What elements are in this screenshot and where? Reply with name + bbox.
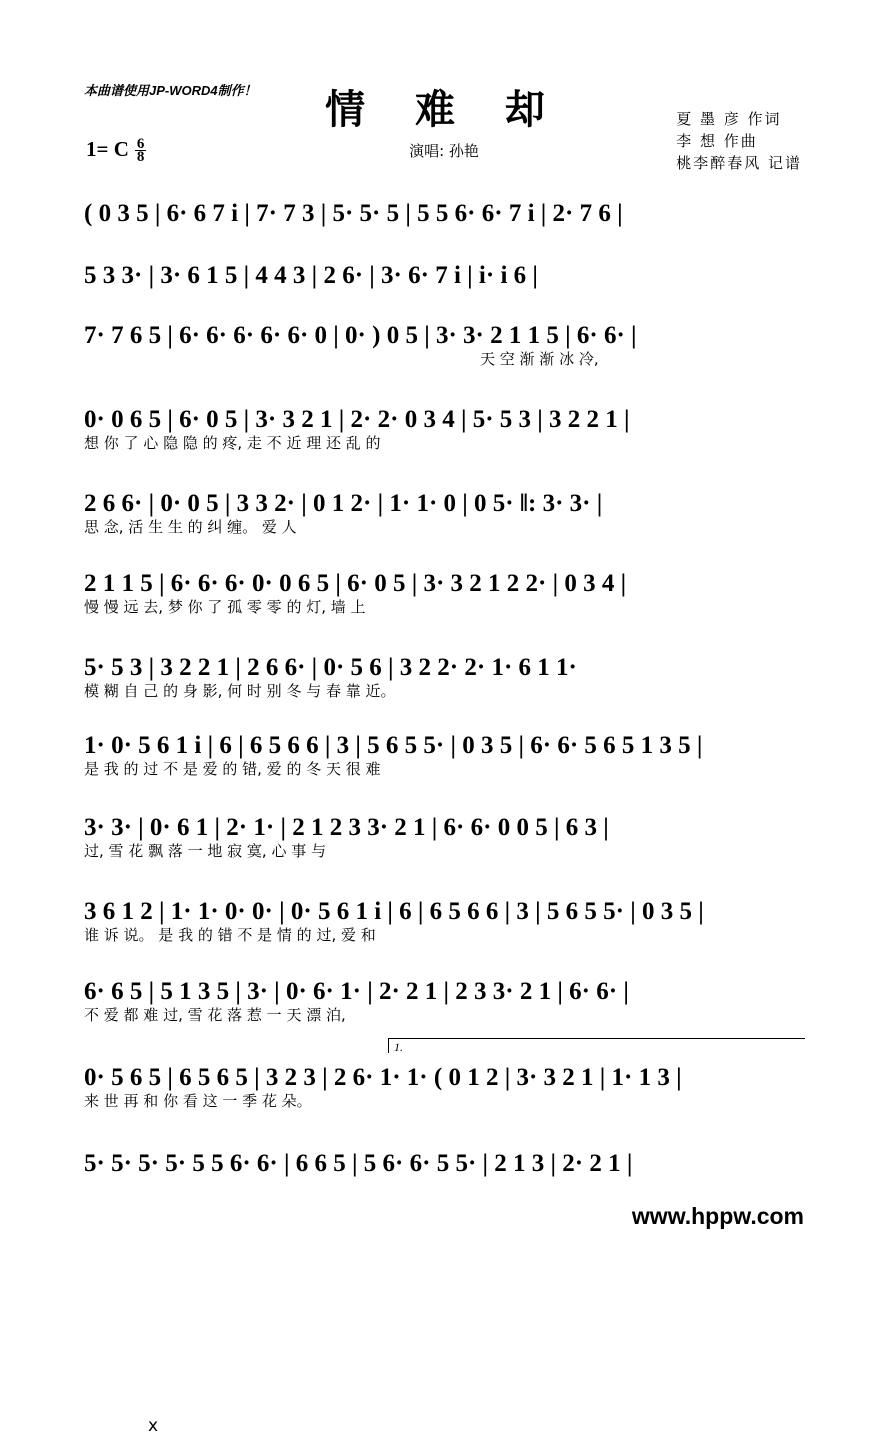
lyric-line: 思 念, 活 生 生 的 纠 缠。 爱 人 [84, 518, 297, 536]
credit-composer: 李 想 作曲 [676, 132, 758, 150]
notation-line: 3· 3· | 0· 6 1 | 2· 1· | 2 1 2 3 3· 2 1 | 6· 6· 0 0 5 | 6 3 | [84, 814, 609, 841]
key-label: 1= C [86, 137, 129, 161]
music-system-row [0, 552, 888, 648]
page-title: 情 难 却 [325, 87, 563, 133]
notation-line: 5· 5· 5· 5· 5 5 6· 6· | 6 6 5 | 5 6· 6· 5 5· | 2 1 3 | 2· 2 1 | [84, 1150, 633, 1177]
notation-line: 1· 0· 5 6 1 i | 6 | 6 5 6 6 | 3 | 5 6 5 5· | 0 3 5 | 6· 6· 5 6 5 1 3 5 | [84, 732, 703, 759]
lyric-line: 是 我 的 过 不 是 爱 的 错, 爱 的 冬 天 很 难 [84, 760, 381, 778]
notation-line: 7· 7 6 5 | 6· 6· 6· 6· 6· 0 | 0· ) 0 5 | 3· 3· 2 1 1 5 | 6· 6· | [84, 322, 637, 349]
notation-line: 2 6 6· | 0· 0 5 | 3 3 2· | 0 1 2· | 1· 1· 0 | 0 5· ‖: 3· 3· | [84, 490, 603, 517]
singer-label: 演唱: 孙艳 [409, 142, 479, 160]
site-watermark: www.hppw.com [631, 1203, 804, 1229]
music-system-row [0, 796, 888, 892]
credit-lyricist: 夏 墨 彦 作词 [676, 110, 782, 128]
lyric-line: 天 空 渐 渐 冰 冷, [480, 350, 599, 368]
lyric-line: 过, 雪 花 飘 落 一 地 寂 寞, 心 事 与 [84, 842, 326, 860]
notation-line: 0· 0 6 5 | 6· 0 5 | 3· 3 2 1 | 2· 2· 0 3 4 | 5· 5 3 | 3 2 2 1 | [84, 406, 630, 433]
segno-icon: x [148, 1416, 159, 1436]
credits-block [676, 108, 802, 174]
lyric-line: 不 爱 都 难 过, 雪 花 落 惹 一 天 漂 泊, [84, 1006, 346, 1024]
music-system-row [0, 388, 888, 484]
lyric-line [84, 1176, 804, 1202]
key-signature [86, 136, 146, 165]
music-system-row [0, 1046, 888, 1142]
notation-line: 2 1 1 5 | 6· 6· 6· 0· 0 6 5 | 6· 0 5 | 3· 3 2 1 2 2· | 0 3 4 | [84, 570, 627, 597]
notation-line: 5 3 3· | 3· 6 1 5 | 4 4 3 | 2 6· | 3· 6· 7 i | i· i 6 | [84, 262, 538, 289]
notation-line: 3 6 1 2 | 1· 1· 0· 0· | 0· 5 6 1 i | 6 | 6 5 6 6 | 3 | 5 6 5 5· | 0 3 5 | [84, 898, 704, 925]
lyric-line: 模 糊 自 己 的 身 影, 何 时 别 冬 与 春 靠 近。 [84, 682, 396, 700]
lyric-line: 想 你 了 心 隐 隐 的 疼, 走 不 近 理 还 乱 的 [84, 434, 381, 452]
credit-notator: 桃李醉春风 记谱 [676, 154, 802, 172]
notation-line: 6· 6 5 | 5 1 3 5 | 3· | 0· 6· 1· | 2· 2 1 | 2 3 3· 2 1 | 6· 6· | [84, 978, 629, 1005]
lyric-line: 来 世 再 和 你 看 这 一 季 花 朵。 [84, 1092, 312, 1110]
notation-line: 5· 5 3 | 3 2 2 1 | 2 6 6· | 0· 5 6 | 3 2 2· 2· 1· 6 1 1· [84, 654, 577, 681]
lyric-line: 谁 诉 说。 是 我 的 错 不 是 情 的 过, 爱 和 [84, 926, 376, 944]
time-signature-numerator: 6 [136, 136, 145, 152]
notation-line: ( 0 3 5 | 6· 6 7 i | 7· 7 3 | 5· 5· 5 | 5 5 6· 6· 7 i | 2· 7 6 | [84, 200, 623, 227]
notation-line: 0· 5 6 5 | 6 5 6 5 | 3 2 3 | 2 6· 1· 1· ( 0 1 2 | 3· 3 2 1 | 1· 1 3 | [84, 1064, 682, 1091]
time-signature [135, 138, 147, 163]
music-system-row [0, 304, 888, 400]
lyric-line: 慢 慢 远 去, 梦 你 了 孤 零 零 的 灯, 墙 上 [84, 598, 366, 616]
maker-note: 本曲谱使用JP-WORD4制作！ [84, 83, 257, 98]
repeat-bracket-label: 1. [394, 1040, 403, 1054]
time-signature-denominator: 8 [136, 149, 145, 165]
